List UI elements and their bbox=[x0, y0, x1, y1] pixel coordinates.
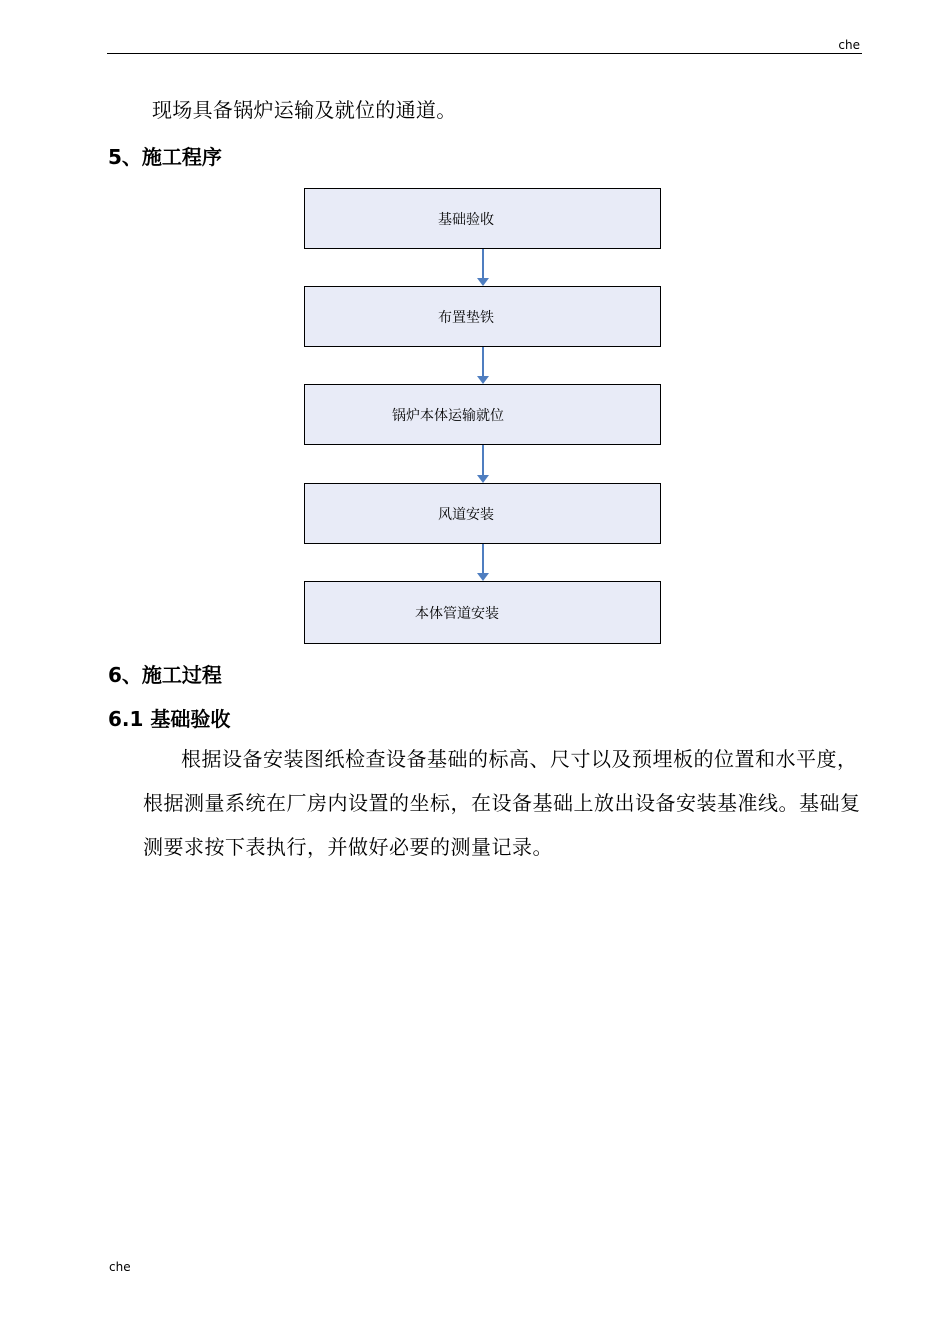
page-footer-text: che bbox=[109, 1260, 131, 1274]
flow-step-body-piping bbox=[304, 581, 661, 644]
flow-arrow bbox=[482, 347, 484, 378]
flow-step-label: 基础验收 bbox=[438, 211, 494, 228]
section-5-heading: 5、施工程序 bbox=[108, 145, 222, 169]
flow-step-label: 布置垫铁 bbox=[438, 309, 494, 326]
section-6-1-paragraph: 根据设备安装图纸检查设备基础的标高、尺寸以及预埋板的位置和水平度，根据测量系统在厂房内设置的坐标，在设备基础上放出设备安装基准线。基础复测要求按下表执行，并做好必要的测量记录。 bbox=[143, 747, 861, 859]
flow-step-air-duct bbox=[304, 483, 661, 544]
flow-step-label: 锅炉本体运输就位 bbox=[392, 407, 504, 424]
section-6-heading: 6、施工过程 bbox=[108, 663, 222, 687]
section-6-1-heading: 6.1 基础验收 bbox=[108, 707, 231, 731]
intro-paragraph: 现场具备锅炉运输及就位的通道。 bbox=[152, 98, 457, 122]
flow-step-label: 风道安装 bbox=[438, 506, 494, 523]
flow-step-label: 本体管道安装 bbox=[415, 605, 499, 622]
flow-step-shim-placement bbox=[304, 286, 661, 347]
flow-arrow bbox=[482, 544, 484, 575]
page-header-text: che bbox=[838, 38, 860, 52]
flow-step-foundation-acceptance bbox=[304, 188, 661, 249]
flow-arrow bbox=[482, 445, 484, 477]
header-rule bbox=[107, 53, 862, 54]
flow-arrow bbox=[482, 249, 484, 280]
flow-step-boiler-transport bbox=[304, 384, 661, 445]
